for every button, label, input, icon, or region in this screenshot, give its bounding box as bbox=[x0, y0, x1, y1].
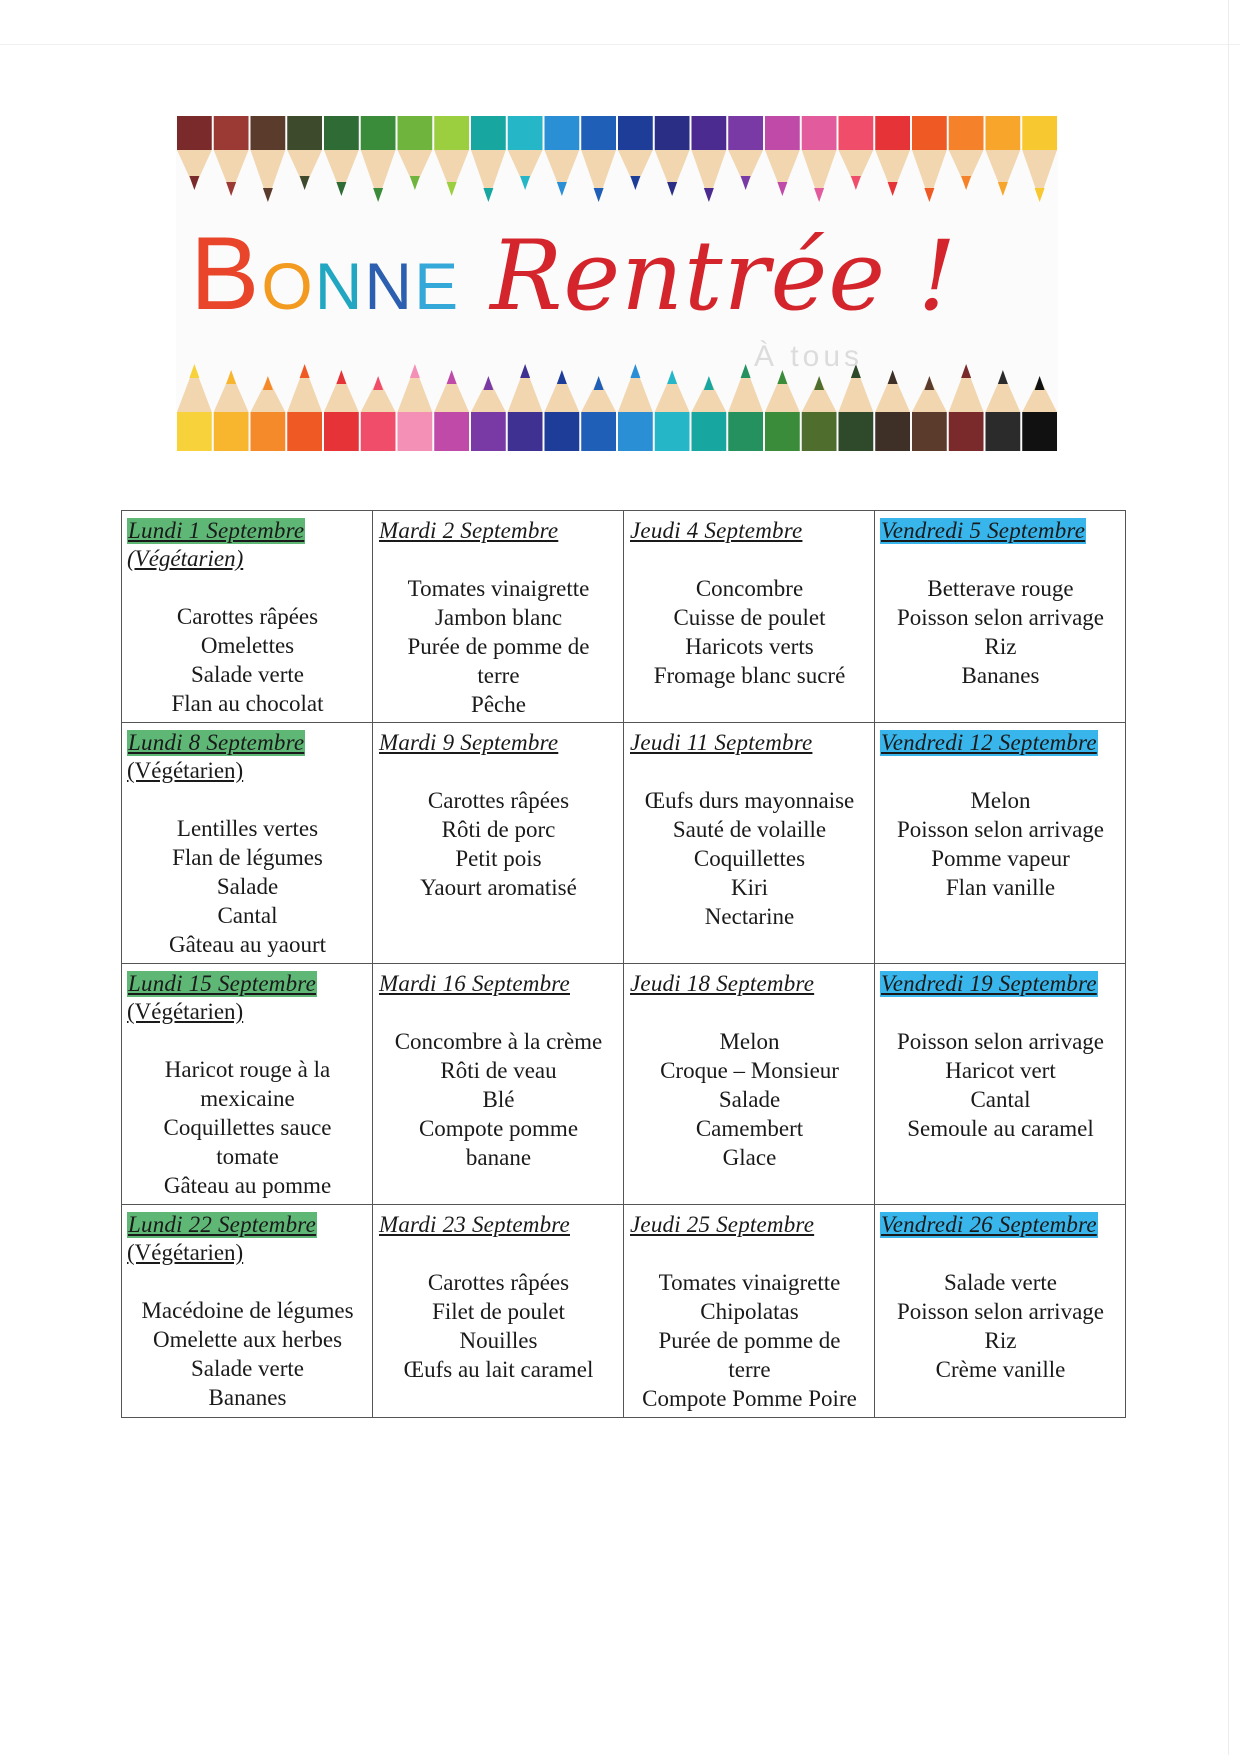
pencil-tip bbox=[483, 188, 493, 202]
dish-list bbox=[880, 574, 1121, 690]
pencil-body bbox=[912, 412, 947, 451]
day-cell-content bbox=[122, 723, 372, 961]
pencil-body bbox=[177, 412, 212, 451]
dish-list bbox=[629, 1268, 870, 1413]
dish-item: Salade bbox=[718, 1087, 781, 1112]
banner-script-word: Rentrée ! bbox=[490, 220, 958, 332]
pencil-tip bbox=[814, 376, 824, 390]
pencil-tip bbox=[998, 182, 1008, 196]
dish-item: Petit pois bbox=[455, 846, 542, 871]
dish-item: Haricot rouge à la bbox=[164, 1057, 331, 1082]
pencil-tip bbox=[520, 364, 530, 378]
week-row bbox=[122, 1205, 1126, 1418]
dish-item: Œufs durs mayonnaise bbox=[644, 788, 855, 813]
dish-list bbox=[378, 1027, 619, 1172]
pencil-tip bbox=[226, 182, 236, 196]
vegetarian-tag: (Végétarien) bbox=[127, 546, 244, 571]
pencil-body bbox=[1022, 412, 1057, 451]
pencil-tip bbox=[263, 376, 273, 390]
dish-list bbox=[127, 1055, 368, 1200]
pencil-body bbox=[398, 412, 433, 451]
pencil-body bbox=[287, 412, 322, 451]
pencil-body bbox=[839, 116, 874, 150]
day-cell-content bbox=[373, 964, 623, 1174]
pencil-tip bbox=[704, 188, 714, 202]
pencil-tip bbox=[300, 364, 310, 378]
pencil-tip bbox=[410, 364, 420, 378]
spacer bbox=[880, 1239, 1121, 1268]
day-date: Jeudi 18 Septembre bbox=[630, 971, 815, 996]
day-cell-content bbox=[875, 1205, 1125, 1386]
pencil-body bbox=[655, 116, 690, 150]
dish-item: Haricot vert bbox=[945, 1058, 1056, 1083]
day-cell-content bbox=[122, 511, 372, 720]
banner-letter-o: O bbox=[261, 249, 315, 323]
spacer bbox=[629, 757, 870, 786]
pencil-tip bbox=[373, 376, 383, 390]
pencil-body bbox=[581, 412, 616, 451]
day-date: Mardi 23 Septembre bbox=[379, 1212, 570, 1237]
dish-item: Flan vanille bbox=[945, 875, 1056, 900]
pencil-tip bbox=[1035, 376, 1045, 390]
dish-item: Compote pomme bbox=[418, 1116, 579, 1141]
dish-list bbox=[629, 574, 870, 690]
day-cell bbox=[624, 1205, 875, 1418]
dish-item: Pomme vapeur bbox=[931, 846, 1070, 871]
pencil-tip bbox=[888, 370, 898, 384]
dish-list bbox=[378, 574, 619, 719]
spacer bbox=[378, 757, 619, 786]
pencil-body bbox=[471, 116, 506, 150]
day-cell-content bbox=[624, 723, 874, 933]
day-cell-content bbox=[875, 723, 1125, 904]
pencil-body bbox=[949, 116, 984, 150]
dish-item: Purée de pomme de bbox=[407, 634, 590, 659]
pencil-body bbox=[618, 116, 653, 150]
pencil-tip bbox=[189, 364, 199, 378]
day-cell bbox=[122, 964, 373, 1205]
dish-item: Melon bbox=[970, 788, 1031, 813]
dish-list bbox=[378, 1268, 619, 1384]
day-date: Vendredi 19 Septembre bbox=[881, 971, 1097, 996]
pencil-tip bbox=[336, 370, 346, 384]
pencil-tip bbox=[557, 370, 567, 384]
dish-list bbox=[127, 1296, 368, 1412]
dish-item: Pêche bbox=[471, 692, 526, 717]
pencil-body bbox=[802, 116, 837, 150]
dish-item: Yaourt aromatisé bbox=[420, 875, 577, 900]
day-date: Jeudi 4 Septembre bbox=[630, 518, 803, 543]
dish-item: Salade verte bbox=[190, 662, 305, 687]
day-date: Lundi 8 Septembre bbox=[128, 730, 305, 755]
dish-item: Poisson selon arrivage bbox=[897, 817, 1104, 842]
dish-item: Coquillettes bbox=[693, 846, 806, 871]
spacer bbox=[629, 998, 870, 1027]
day-date: Mardi 16 Septembre bbox=[379, 971, 570, 996]
dish-item: Purée de pomme de bbox=[658, 1328, 841, 1353]
day-cell-content bbox=[122, 1205, 372, 1414]
pencil-body bbox=[581, 116, 616, 150]
day-date: Mardi 2 Septembre bbox=[379, 518, 559, 543]
day-cell bbox=[875, 511, 1126, 723]
pencil-tip bbox=[851, 176, 861, 190]
dish-item: Salade verte bbox=[943, 1270, 1058, 1295]
dish-item: Tomates vinaigrette bbox=[407, 576, 590, 601]
banner-letter-e: E bbox=[414, 249, 461, 323]
pencil-body bbox=[434, 116, 469, 150]
pencil-body bbox=[618, 412, 653, 451]
pencil-tip bbox=[300, 176, 310, 190]
dish-item: Poisson selon arrivage bbox=[897, 605, 1104, 630]
pencil-body bbox=[545, 116, 580, 150]
day-cell bbox=[875, 964, 1126, 1205]
pencil-body bbox=[692, 116, 727, 150]
pencil-tip bbox=[410, 176, 420, 190]
dish-item: Concombre bbox=[695, 576, 804, 601]
dish-item: Œufs au lait caramel bbox=[403, 1357, 594, 1382]
dish-item: Omelette aux herbes bbox=[152, 1327, 343, 1352]
spacer bbox=[880, 545, 1121, 574]
pencil-tip bbox=[373, 188, 383, 202]
pencil-tip bbox=[888, 182, 898, 196]
dish-item: Coquillettes sauce bbox=[163, 1115, 332, 1140]
pencil-tip bbox=[924, 376, 934, 390]
day-date: Lundi 22 Septembre bbox=[128, 1212, 317, 1237]
pencil-body bbox=[802, 412, 837, 451]
dish-item: tomate bbox=[216, 1144, 279, 1169]
day-cell bbox=[373, 511, 624, 723]
day-cell bbox=[122, 723, 373, 964]
dish-item: Nouilles bbox=[459, 1328, 538, 1353]
pencil-tip bbox=[594, 376, 604, 390]
pencil-body bbox=[655, 412, 690, 451]
dish-item: Gâteau au pomme bbox=[163, 1173, 332, 1198]
dish-item: Lentilles vertes bbox=[176, 816, 319, 841]
dish-item: Cantal bbox=[970, 1087, 1031, 1112]
dish-list bbox=[378, 786, 619, 902]
spacer bbox=[629, 545, 870, 574]
pencil-tip bbox=[630, 364, 640, 378]
pencil-body bbox=[986, 412, 1021, 451]
pencil-tip bbox=[704, 376, 714, 390]
dish-item: banane bbox=[465, 1145, 532, 1170]
dish-item: Kiri bbox=[730, 875, 769, 900]
dish-item: Carottes râpées bbox=[427, 788, 570, 813]
day-date: Vendredi 12 Septembre bbox=[881, 730, 1097, 755]
dish-item: Cantal bbox=[217, 903, 278, 928]
pencil-body bbox=[214, 116, 249, 150]
pencil-tip bbox=[336, 182, 346, 196]
banner-letter-b: B bbox=[190, 216, 262, 332]
pencil-tip bbox=[961, 364, 971, 378]
pencil-body bbox=[949, 412, 984, 451]
spacer bbox=[378, 998, 619, 1027]
dish-item: Betterave rouge bbox=[927, 576, 1074, 601]
dish-item: Poisson selon arrivage bbox=[897, 1029, 1104, 1054]
banner-title bbox=[190, 216, 958, 342]
pencil-tip bbox=[226, 370, 236, 384]
spacer bbox=[629, 1239, 870, 1268]
dish-item: Concombre à la crème bbox=[394, 1029, 603, 1054]
pencil-tip bbox=[1035, 188, 1045, 202]
day-cell bbox=[122, 1205, 373, 1418]
pencil-body bbox=[692, 412, 727, 451]
dish-item: Riz bbox=[984, 1328, 1017, 1353]
pencil-body bbox=[765, 412, 800, 451]
dish-item: Poisson selon arrivage bbox=[897, 1299, 1104, 1324]
pencil-tip bbox=[447, 370, 457, 384]
pencil-body bbox=[875, 412, 910, 451]
day-cell-content bbox=[373, 511, 623, 721]
dish-item: Semoule au caramel bbox=[907, 1116, 1094, 1141]
pencil-tip bbox=[520, 176, 530, 190]
day-date: Mardi 9 Septembre bbox=[379, 730, 559, 755]
dish-item: Haricots verts bbox=[685, 634, 814, 659]
pencil-body bbox=[434, 412, 469, 451]
pencil-body bbox=[986, 116, 1021, 150]
dish-item: terre bbox=[477, 663, 520, 688]
dish-item: Carottes râpées bbox=[176, 604, 319, 629]
spacer bbox=[127, 785, 368, 814]
pencil-tip bbox=[924, 188, 934, 202]
dish-list bbox=[880, 1268, 1121, 1384]
dish-list bbox=[127, 602, 368, 718]
spacer bbox=[127, 573, 368, 602]
day-cell-content bbox=[875, 964, 1125, 1145]
pencil-tip bbox=[961, 176, 971, 190]
pencil-body bbox=[177, 116, 212, 150]
dish-item: Glace bbox=[722, 1145, 777, 1170]
day-cell-content bbox=[373, 723, 623, 904]
pencil-body bbox=[765, 116, 800, 150]
day-cell-content bbox=[875, 511, 1125, 692]
dish-item: Salade bbox=[216, 874, 279, 899]
pencil-body bbox=[508, 412, 543, 451]
pencil-body bbox=[875, 116, 910, 150]
pencil-tip bbox=[667, 182, 677, 196]
dish-item: Camembert bbox=[695, 1116, 804, 1141]
page-edge-top bbox=[0, 44, 1240, 45]
dish-list bbox=[880, 786, 1121, 902]
pencil-body bbox=[912, 116, 947, 150]
day-cell bbox=[624, 723, 875, 964]
pencil-body bbox=[839, 412, 874, 451]
dish-list bbox=[880, 1027, 1121, 1143]
pencil-tip bbox=[777, 182, 787, 196]
dish-list bbox=[629, 786, 870, 931]
vegetarian-tag: (Végétarien) bbox=[127, 1240, 244, 1265]
day-cell bbox=[875, 723, 1126, 964]
dish-item: Blé bbox=[482, 1087, 515, 1112]
pencil-body bbox=[508, 116, 543, 150]
dish-item: terre bbox=[728, 1357, 771, 1382]
pencil-body bbox=[251, 116, 286, 150]
day-date: Jeudi 11 Septembre bbox=[630, 730, 813, 755]
pencil-body bbox=[251, 412, 286, 451]
dish-item: Omelettes bbox=[200, 633, 295, 658]
day-cell-content bbox=[373, 1205, 623, 1386]
dish-list bbox=[127, 814, 368, 959]
pencil-body bbox=[324, 412, 359, 451]
dish-item: Rôti de veau bbox=[440, 1058, 557, 1083]
day-cell bbox=[875, 1205, 1126, 1418]
spacer bbox=[880, 757, 1121, 786]
bonne-rentree-banner bbox=[176, 116, 1058, 451]
spacer bbox=[378, 545, 619, 574]
dish-item: Rôti de porc bbox=[441, 817, 556, 842]
day-date: Lundi 15 Septembre bbox=[128, 971, 317, 996]
day-date: Lundi 1 Septembre bbox=[128, 518, 305, 543]
dish-item: Carottes râpées bbox=[427, 1270, 570, 1295]
dish-item: Flan au chocolat bbox=[171, 691, 324, 716]
pencil-tip bbox=[741, 176, 751, 190]
vegetarian-tag: (Végétarien) bbox=[127, 758, 244, 783]
dish-item: Riz bbox=[984, 634, 1017, 659]
pencil-tip bbox=[667, 370, 677, 384]
spacer bbox=[880, 998, 1121, 1027]
dish-item: Cuisse de poulet bbox=[673, 605, 826, 630]
lunch-menu-table bbox=[121, 510, 1126, 1418]
pencil-tip bbox=[447, 182, 457, 196]
dish-item: mexicaine bbox=[200, 1086, 295, 1111]
pencil-body bbox=[545, 412, 580, 451]
banner-letter-n2: N bbox=[364, 249, 415, 323]
banner-subtitle: À tous bbox=[754, 340, 864, 373]
day-cell-content bbox=[624, 964, 874, 1174]
dish-item: Flan de légumes bbox=[172, 845, 323, 870]
day-date: Vendredi 5 Septembre bbox=[881, 518, 1086, 543]
vegetarian-tag: (Végétarien) bbox=[127, 999, 244, 1024]
pencil-body bbox=[471, 412, 506, 451]
day-cell bbox=[122, 511, 373, 723]
pencil-body bbox=[361, 412, 396, 451]
pencil-body bbox=[1022, 116, 1057, 150]
dish-item: Croque – Monsieur bbox=[660, 1058, 839, 1083]
day-cell bbox=[373, 723, 624, 964]
dish-list bbox=[629, 1027, 870, 1172]
dish-item: Compote Pomme Poire bbox=[642, 1386, 857, 1411]
day-cell bbox=[624, 964, 875, 1205]
pencil-tip bbox=[630, 176, 640, 190]
pencil-body bbox=[728, 412, 763, 451]
dish-item: Salade verte bbox=[190, 1356, 305, 1381]
pencil-tip bbox=[483, 376, 493, 390]
day-cell bbox=[373, 964, 624, 1205]
day-cell bbox=[373, 1205, 624, 1418]
pencil-body bbox=[287, 116, 322, 150]
pencil-body bbox=[728, 116, 763, 150]
dish-item: Gâteau au yaourt bbox=[168, 932, 327, 957]
dish-item: Tomates vinaigrette bbox=[658, 1270, 841, 1295]
day-date: Vendredi 26 Septembre bbox=[881, 1212, 1097, 1237]
day-date: Jeudi 25 Septembre bbox=[630, 1212, 815, 1237]
week-row bbox=[122, 511, 1126, 723]
banner-letter-n1: N bbox=[314, 249, 365, 323]
spacer bbox=[378, 1239, 619, 1268]
pencil-tip bbox=[189, 176, 199, 190]
dish-item: Filet de poulet bbox=[432, 1299, 565, 1324]
dish-item: Bananes bbox=[961, 663, 1040, 688]
dish-item: Jambon blanc bbox=[434, 605, 563, 630]
week-row bbox=[122, 964, 1126, 1205]
spacer bbox=[127, 1267, 368, 1296]
dish-item: Nectarine bbox=[704, 904, 795, 929]
pencil-tip bbox=[263, 188, 273, 202]
dish-item: Macédoine de légumes bbox=[141, 1298, 354, 1323]
day-cell bbox=[624, 511, 875, 723]
pencil-body bbox=[398, 116, 433, 150]
dish-item: Crème vanille bbox=[935, 1357, 1066, 1382]
pencil-body bbox=[361, 116, 396, 150]
dish-item: Melon bbox=[719, 1029, 780, 1054]
day-cell-content bbox=[122, 964, 372, 1202]
day-cell-content bbox=[624, 511, 874, 692]
pencil-tip bbox=[741, 364, 751, 378]
dish-item: Fromage blanc sucré bbox=[653, 663, 846, 688]
spacer bbox=[127, 1026, 368, 1055]
week-row bbox=[122, 723, 1126, 964]
page-edge-right bbox=[1228, 0, 1229, 1755]
pencil-tip bbox=[998, 370, 1008, 384]
pencil-body bbox=[214, 412, 249, 451]
dish-item: Chipolatas bbox=[700, 1299, 799, 1324]
dish-item: Bananes bbox=[208, 1385, 287, 1410]
pencil-tip bbox=[814, 188, 824, 202]
day-cell-content bbox=[624, 1205, 874, 1415]
dish-item: Sauté de volaille bbox=[672, 817, 827, 842]
pencil-tip bbox=[557, 182, 567, 196]
pencil-body bbox=[324, 116, 359, 150]
pencil-tip bbox=[594, 188, 604, 202]
